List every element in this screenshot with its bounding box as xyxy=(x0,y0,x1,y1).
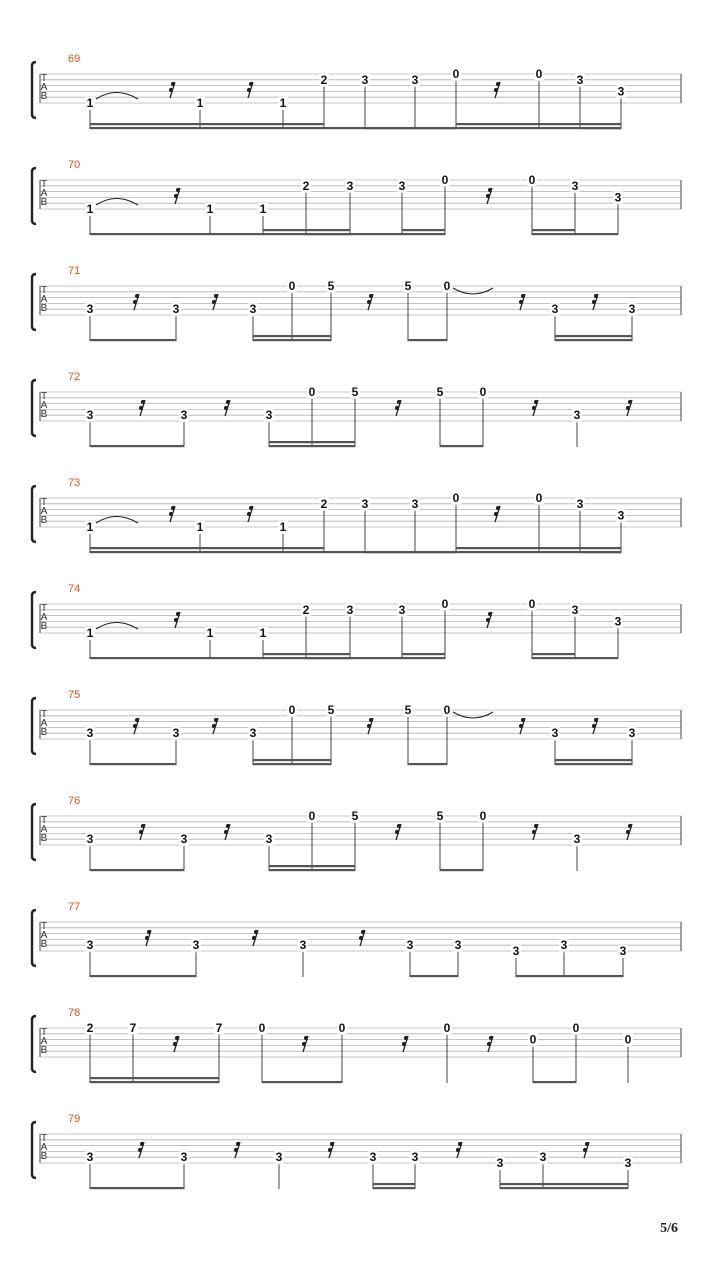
system-bracket xyxy=(32,1016,36,1072)
measure-number: 76 xyxy=(68,795,81,807)
fret-number: 3 xyxy=(249,726,257,741)
fret-number: 3 xyxy=(411,72,419,87)
tab-clef-letter: T xyxy=(40,815,48,826)
beam xyxy=(365,551,456,553)
fret-number: 3 xyxy=(614,190,622,205)
fret-number: 0 xyxy=(535,491,543,505)
rest-symbol xyxy=(519,718,525,734)
beam xyxy=(402,653,445,655)
fret-number: 3 xyxy=(614,614,622,629)
beam xyxy=(456,123,539,125)
tab-clef-letter: B xyxy=(40,91,48,102)
tie-arc xyxy=(96,623,138,630)
rest-symbol xyxy=(145,930,151,946)
system-bracket xyxy=(32,274,36,330)
rest-symbol xyxy=(133,294,139,310)
beam xyxy=(253,335,331,337)
fret-number: 3 xyxy=(361,496,369,511)
fret-number: 3 xyxy=(571,602,579,617)
tab-clef-letter: B xyxy=(40,515,48,526)
fret-number: 3 xyxy=(275,1150,283,1165)
system-bracket xyxy=(32,380,36,436)
fret-number: 3 xyxy=(361,72,369,87)
measure-number: 72 xyxy=(68,371,81,383)
rest-symbol xyxy=(532,400,538,416)
fret-number: 3 xyxy=(180,1150,188,1165)
fret-number: 3 xyxy=(573,408,581,423)
beam xyxy=(539,123,621,125)
fret-number: 3 xyxy=(86,302,94,317)
fret-number: 0 xyxy=(479,385,487,399)
fret-number: 3 xyxy=(299,938,307,953)
rest-symbol xyxy=(173,1036,179,1052)
tab-clef-letter: A xyxy=(40,612,48,623)
beam xyxy=(90,551,283,553)
rest-symbol xyxy=(626,400,632,416)
beam xyxy=(283,551,324,553)
tab-clef-letter: T xyxy=(40,1027,48,1038)
beam xyxy=(555,763,632,765)
beam xyxy=(580,127,621,129)
beam xyxy=(440,869,483,871)
fret-number: 0 xyxy=(443,279,451,293)
rest-symbol xyxy=(169,506,175,522)
beam xyxy=(500,1183,628,1185)
rest-symbol xyxy=(494,82,500,98)
rest-symbol xyxy=(486,612,492,628)
fret-number: 0 xyxy=(288,703,296,717)
rest-symbol xyxy=(583,1142,589,1158)
beam xyxy=(269,445,355,447)
beam xyxy=(402,233,445,235)
measure-number: 73 xyxy=(68,477,81,489)
tab-clef-letter: B xyxy=(40,303,48,314)
beam xyxy=(90,1077,219,1079)
fret-number: 3 xyxy=(551,726,559,741)
beam xyxy=(253,339,331,341)
rest-symbol xyxy=(402,1036,408,1052)
measure-number: 70 xyxy=(68,159,81,171)
tab-clef-letter: T xyxy=(40,1133,48,1144)
tab-clef-letter: T xyxy=(40,603,48,614)
tab-clef-letter: A xyxy=(40,718,48,729)
fret-number: 3 xyxy=(628,302,636,317)
beam xyxy=(269,869,355,871)
beam xyxy=(532,233,575,235)
fret-number: 5 xyxy=(436,385,444,399)
fret-number: 3 xyxy=(265,408,273,423)
beam xyxy=(500,1187,628,1189)
beam xyxy=(555,335,632,337)
tab-clef-letter: B xyxy=(40,833,48,844)
beam xyxy=(90,339,176,341)
beam xyxy=(456,127,539,129)
system-bracket xyxy=(32,698,36,754)
beam xyxy=(90,123,283,125)
fret-number: 3 xyxy=(172,302,180,317)
fret-number: 1 xyxy=(279,96,287,110)
rest-symbol xyxy=(169,82,175,98)
fret-number: 3 xyxy=(398,602,406,617)
fret-number: 2 xyxy=(86,1021,94,1035)
fret-number: 1 xyxy=(196,520,204,534)
beam xyxy=(90,445,184,447)
tab-clef-letter: B xyxy=(40,1151,48,1162)
beam xyxy=(253,763,331,765)
beam xyxy=(283,123,324,125)
beam xyxy=(516,975,623,977)
rest-symbol xyxy=(302,1036,308,1052)
fret-number: 3 xyxy=(571,178,579,193)
fret-number: 2 xyxy=(320,496,328,511)
beam xyxy=(575,657,618,659)
beam xyxy=(306,657,402,659)
fret-number: 0 xyxy=(338,1021,346,1035)
beam xyxy=(410,975,458,977)
fret-number: 0 xyxy=(308,385,316,399)
measure-number: 77 xyxy=(68,901,81,913)
beam xyxy=(440,445,483,447)
fret-number: 0 xyxy=(441,173,449,187)
tab-system xyxy=(32,689,681,765)
tab-clef-letter: B xyxy=(40,621,48,632)
fret-number: 5 xyxy=(404,279,412,293)
rest-symbol xyxy=(174,612,180,628)
beam xyxy=(253,759,331,761)
rest-symbol xyxy=(359,930,365,946)
beam xyxy=(90,127,283,129)
fret-number: 0 xyxy=(528,597,536,611)
tab-clef-letter: T xyxy=(40,179,48,190)
rest-symbol xyxy=(247,506,253,522)
system-bracket xyxy=(32,592,36,648)
rest-symbol xyxy=(212,294,218,310)
fret-number: 3 xyxy=(172,726,180,741)
tab-clef-letter: T xyxy=(40,921,48,932)
fret-number: 3 xyxy=(192,938,200,953)
fret-number: 0 xyxy=(624,1032,632,1047)
fret-number: 3 xyxy=(369,1150,377,1165)
measure-number: 75 xyxy=(68,689,81,701)
fret-number: 0 xyxy=(452,67,460,81)
tab-system xyxy=(32,265,681,341)
fret-number: 3 xyxy=(411,1150,419,1165)
beam xyxy=(456,551,539,553)
fret-number: 3 xyxy=(346,602,354,617)
rest-symbol xyxy=(592,294,598,310)
tab-clef-letter: A xyxy=(40,1036,48,1047)
beam xyxy=(262,1081,342,1083)
system-bracket xyxy=(32,804,36,860)
fret-number: 1 xyxy=(86,520,94,534)
fret-number: 3 xyxy=(617,508,625,523)
rest-symbol xyxy=(133,718,139,734)
beam xyxy=(532,229,575,231)
system-bracket xyxy=(32,910,36,966)
fret-number: 3 xyxy=(86,938,94,953)
rest-symbol xyxy=(224,400,230,416)
fret-number: 0 xyxy=(535,67,543,81)
rest-symbol xyxy=(138,1142,144,1158)
fret-number: 3 xyxy=(86,408,94,423)
tie-arc xyxy=(453,712,493,718)
system-bracket xyxy=(32,62,36,118)
fret-number: 1 xyxy=(86,626,94,640)
beam xyxy=(373,1183,415,1185)
fret-number: 0 xyxy=(452,491,460,505)
measure-number: 78 xyxy=(68,1007,81,1019)
tab-clef-letter: A xyxy=(40,82,48,93)
beam xyxy=(283,127,324,129)
beam xyxy=(263,653,350,655)
beam xyxy=(373,1187,415,1189)
fret-number: 3 xyxy=(398,178,406,193)
tab-clef-letter: A xyxy=(40,188,48,199)
tab-clef-letter: T xyxy=(40,709,48,720)
beam xyxy=(408,339,447,341)
tab-clef-letter: T xyxy=(40,497,48,508)
fret-number: 5 xyxy=(327,703,335,717)
rest-symbol xyxy=(252,930,258,946)
fret-number: 0 xyxy=(479,809,487,823)
fret-number: 3 xyxy=(86,726,94,741)
fret-number: 1 xyxy=(86,202,94,216)
fret-number: 0 xyxy=(441,597,449,611)
rest-symbol xyxy=(234,1142,240,1158)
fret-number: 0 xyxy=(308,809,316,823)
tab-system xyxy=(32,53,681,129)
fret-number: 1 xyxy=(279,520,287,534)
beam xyxy=(306,233,402,235)
fret-number: 0 xyxy=(528,173,536,187)
fret-number: 3 xyxy=(539,1150,547,1165)
fret-number: 5 xyxy=(436,809,444,823)
rest-symbol xyxy=(367,294,373,310)
rest-symbol xyxy=(487,1036,493,1052)
system-bracket xyxy=(32,1122,36,1178)
fret-number: 0 xyxy=(443,703,451,717)
beam xyxy=(90,1187,184,1189)
rest-symbol xyxy=(592,718,598,734)
fret-number: 1 xyxy=(259,626,267,640)
fret-number: 3 xyxy=(551,302,559,317)
fret-number: 3 xyxy=(265,832,273,847)
page-number: 5/6 xyxy=(660,1221,678,1236)
tab-clef-letter: T xyxy=(40,391,48,402)
fret-number: 0 xyxy=(258,1021,266,1035)
tab-clef-letter: B xyxy=(40,409,48,420)
fret-number: 3 xyxy=(86,832,94,847)
beam xyxy=(269,865,355,867)
measure-number: 69 xyxy=(68,53,81,65)
fret-number: 7 xyxy=(129,1021,137,1035)
beam xyxy=(555,339,632,341)
fret-number: 3 xyxy=(624,1156,632,1170)
fret-number: 3 xyxy=(346,178,354,193)
tab-clef-letter: B xyxy=(40,727,48,738)
fret-number: 3 xyxy=(576,496,584,511)
rest-symbol xyxy=(328,1142,334,1158)
fret-number: 0 xyxy=(572,1021,580,1035)
beam xyxy=(90,763,176,765)
tab-clef-letter: A xyxy=(40,824,48,835)
fret-number: 5 xyxy=(404,703,412,717)
beam xyxy=(90,233,263,235)
fret-number: 3 xyxy=(406,938,414,953)
beam xyxy=(402,657,445,659)
beam xyxy=(456,547,539,549)
tab-clef-letter: B xyxy=(40,197,48,208)
fret-number: 2 xyxy=(320,72,328,87)
fret-number: 1 xyxy=(196,96,204,110)
tab-clef-letter: A xyxy=(40,930,48,941)
beam xyxy=(90,869,184,871)
beam xyxy=(283,547,324,549)
measure-number: 74 xyxy=(68,583,81,595)
system-bracket xyxy=(32,486,36,542)
tab-system xyxy=(32,795,681,871)
beam xyxy=(263,229,350,231)
beam xyxy=(532,653,575,655)
tab-clef-letter: B xyxy=(40,1045,48,1056)
fret-number: 1 xyxy=(86,96,94,110)
fret-number: 1 xyxy=(206,626,214,640)
tab-system xyxy=(32,583,681,659)
measure-number: 79 xyxy=(68,1113,81,1125)
rest-symbol xyxy=(139,824,145,840)
tab-clef-letter: B xyxy=(40,939,48,950)
fret-number: 3 xyxy=(617,84,625,99)
tab-system xyxy=(32,901,681,977)
rest-symbol xyxy=(224,824,230,840)
tab-system xyxy=(32,159,681,235)
rest-symbol xyxy=(367,718,373,734)
fret-number: 2 xyxy=(302,178,310,193)
beam xyxy=(269,441,355,443)
beam xyxy=(408,763,447,765)
tab-system xyxy=(32,371,681,447)
rest-symbol xyxy=(174,188,180,204)
rest-symbol xyxy=(212,718,218,734)
beam xyxy=(533,1081,576,1083)
fret-number: 3 xyxy=(454,938,462,953)
beam xyxy=(575,233,618,235)
fret-number: 3 xyxy=(180,408,188,423)
rest-symbol xyxy=(139,400,145,416)
fret-number: 7 xyxy=(215,1021,223,1035)
fret-number: 3 xyxy=(619,944,627,958)
tie-arc xyxy=(96,93,138,100)
rest-symbol xyxy=(532,824,538,840)
fret-number: 5 xyxy=(351,385,359,399)
rest-symbol xyxy=(395,400,401,416)
beam xyxy=(532,657,575,659)
tab-clef-letter: A xyxy=(40,294,48,305)
tab-clef-letter: A xyxy=(40,1142,48,1153)
fret-number: 0 xyxy=(288,279,296,293)
rest-symbol xyxy=(247,82,253,98)
beam xyxy=(555,759,632,761)
beam xyxy=(539,547,621,549)
beam xyxy=(402,229,445,231)
fret-number: 3 xyxy=(560,938,568,953)
beam xyxy=(90,1081,219,1083)
system-bracket xyxy=(32,168,36,224)
tab-clef-letter: A xyxy=(40,506,48,517)
rest-symbol xyxy=(486,188,492,204)
fret-number: 1 xyxy=(206,202,214,216)
tab-clef-letter: A xyxy=(40,400,48,411)
tie-arc xyxy=(96,517,138,524)
fret-number: 3 xyxy=(249,302,257,317)
tab-clef-letter: T xyxy=(40,285,48,296)
fret-number: 3 xyxy=(573,832,581,847)
tie-arc xyxy=(96,199,138,206)
fret-number: 3 xyxy=(180,832,188,847)
fret-number: 5 xyxy=(327,279,335,293)
rest-symbol xyxy=(519,294,525,310)
fret-number: 3 xyxy=(628,726,636,741)
rest-symbol xyxy=(456,1142,462,1158)
fret-number: 3 xyxy=(86,1150,94,1165)
tab-system xyxy=(32,1007,681,1083)
fret-number: 3 xyxy=(512,944,520,958)
fret-number: 5 xyxy=(351,809,359,823)
beam xyxy=(90,657,263,659)
rest-symbol xyxy=(494,506,500,522)
fret-number: 0 xyxy=(443,1021,451,1035)
tab-system xyxy=(32,477,681,553)
beam xyxy=(90,547,283,549)
measure-number: 71 xyxy=(68,265,81,277)
fret-number: 0 xyxy=(529,1032,537,1047)
rest-symbol xyxy=(395,824,401,840)
tab-clef-letter: T xyxy=(40,73,48,84)
fret-number: 3 xyxy=(496,1156,504,1170)
fret-number: 3 xyxy=(576,72,584,87)
fret-number: 1 xyxy=(259,202,267,216)
beam xyxy=(365,127,456,129)
fret-number: 3 xyxy=(411,496,419,511)
fret-number: 2 xyxy=(302,602,310,617)
beam xyxy=(580,551,621,553)
rest-symbol xyxy=(626,824,632,840)
tie-arc xyxy=(453,288,493,294)
beam xyxy=(90,975,196,977)
